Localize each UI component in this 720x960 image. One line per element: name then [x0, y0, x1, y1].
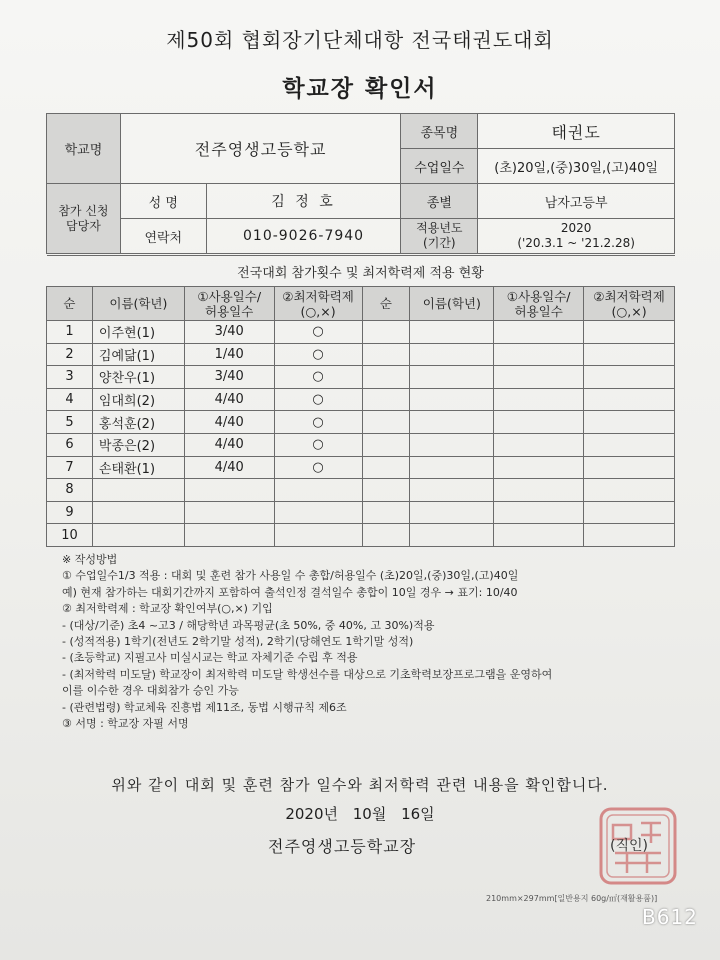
- note-line: ① 수업일수1/3 적용 : 대회 및 훈련 참가 사용일 수 총합/허용일수 (초)20일,(중)30일,(고)40일: [62, 569, 519, 583]
- col-name-right: 이름(학년): [410, 287, 494, 321]
- row-no: 3: [47, 366, 93, 389]
- note-line: ※ 작성방법: [62, 553, 118, 566]
- applicant-label: 참가 신청 담당자: [47, 184, 121, 254]
- row-days-right: [494, 524, 584, 547]
- row-days-right: [494, 433, 584, 456]
- row-name: 이주현(1): [92, 321, 184, 344]
- row-days-right: [494, 366, 584, 389]
- row-days: [184, 524, 274, 547]
- class-days-value: (초)20일,(중)30일,(고)40일: [478, 149, 675, 184]
- table-row: [47, 343, 675, 366]
- row-no-right: [362, 433, 410, 456]
- note-line: - (성적적용) 1학기(전년도 2학기말 성적), 2학기(당해연도 1학기말 성적): [62, 635, 414, 649]
- row-min-right: [584, 479, 675, 502]
- row-name: [92, 479, 184, 502]
- row-min: ○: [274, 411, 362, 434]
- row-no-right: [362, 343, 410, 366]
- row-min: ○: [274, 433, 362, 456]
- row-no-right: [362, 501, 410, 524]
- signer-name: 전주영생고등학교장: [268, 837, 417, 856]
- row-min: [274, 479, 362, 502]
- row-name-right: [410, 524, 494, 547]
- event-value: 태권도: [478, 114, 675, 149]
- row-no: 6: [47, 433, 93, 456]
- name-value: 김 정 호: [206, 184, 401, 219]
- table-row: [47, 411, 675, 434]
- row-min-right: [584, 388, 675, 411]
- row-days-right: [494, 501, 584, 524]
- row-name-right: [410, 456, 494, 479]
- row-min: ○: [274, 321, 362, 344]
- info-table: [46, 113, 675, 254]
- school-label: 학교명: [47, 114, 121, 184]
- row-days: 1/40: [184, 343, 274, 366]
- col-no-right: 순: [362, 287, 410, 321]
- row-days: [184, 501, 274, 524]
- category-value: 남자고등부: [478, 184, 675, 219]
- participation-caption: 전국대회 참가횟수 및 최저학력제 적용 현황: [47, 256, 675, 287]
- category-label: 종별: [401, 184, 478, 219]
- contact-value: 010-9026-7940: [206, 219, 401, 254]
- note-line: - (초등학교) 지필고사 미실시교는 학교 자체기준 수립 후 적용: [62, 651, 358, 665]
- col-no-left: 순: [47, 287, 93, 321]
- note-line: 이를 이수한 경우 대회참가 승인 가능: [62, 684, 239, 698]
- table-row: [47, 388, 675, 411]
- row-min: [274, 501, 362, 524]
- row-days: 3/40: [184, 321, 274, 344]
- notes-section: [62, 552, 682, 732]
- camera-watermark: B612: [642, 905, 698, 929]
- row-name-right: [410, 321, 494, 344]
- col-min-right: ②최저학력제 (○,×): [584, 287, 675, 321]
- row-name-right: [410, 343, 494, 366]
- note-line: ② 최저학력제 : 학교장 확인여부(○,×) 기입: [62, 602, 273, 616]
- row-no: 4: [47, 388, 93, 411]
- row-min-right: [584, 343, 675, 366]
- row-days-right: [494, 343, 584, 366]
- table-row: [47, 433, 675, 456]
- row-name: 박종은(2): [92, 433, 184, 456]
- row-days-right: [494, 321, 584, 344]
- row-name-right: [410, 366, 494, 389]
- row-name: [92, 524, 184, 547]
- row-days: 4/40: [184, 388, 274, 411]
- row-no: 2: [47, 343, 93, 366]
- document-subtitle: 학교장 확인서: [282, 76, 438, 102]
- row-name-right: [410, 501, 494, 524]
- note-line: 예) 현재 참가하는 대회기간까지 포함하여 출석인정 결석일수 총합이 10일 경우 → 표기: 10/40: [62, 585, 518, 599]
- col-days-right: ①사용일수/ 허용일수: [494, 287, 584, 321]
- note-line: - (대상/기준) 초4 ~고3 / 해당학년 과목평균(초 50%, 중 40%, 고 30%)적용: [62, 618, 435, 632]
- row-name-right: [410, 411, 494, 434]
- table-row: [47, 366, 675, 389]
- row-name: 김예닮(1): [92, 343, 184, 366]
- row-no-right: [362, 388, 410, 411]
- row-min: ○: [274, 456, 362, 479]
- row-no-right: [362, 411, 410, 434]
- class-days-label: 수업일수: [401, 149, 478, 184]
- row-no: 7: [47, 456, 93, 479]
- event-label: 종목명: [401, 114, 478, 149]
- row-days-right: [494, 388, 584, 411]
- col-min-left: ②최저학력제 (○,×): [274, 287, 362, 321]
- row-min: ○: [274, 366, 362, 389]
- name-label: 성 명: [120, 184, 206, 219]
- school-name: 전주영생고등학교: [120, 114, 401, 184]
- note-line: ③ 서명 : 학교장 자필 서명: [62, 717, 189, 731]
- row-days-right: [494, 456, 584, 479]
- row-days: 4/40: [184, 411, 274, 434]
- document-title: 제50회 협회장기단체대항 전국태권도대회: [166, 28, 554, 52]
- table-row: [47, 456, 675, 479]
- row-min: ○: [274, 343, 362, 366]
- row-min-right: [584, 321, 675, 344]
- row-days: 4/40: [184, 433, 274, 456]
- col-name-left: 이름(학년): [92, 287, 184, 321]
- row-no: 5: [47, 411, 93, 434]
- row-no: 9: [47, 501, 93, 524]
- table-row: [47, 321, 675, 344]
- apply-year-label: 적용년도 (기간): [401, 219, 478, 254]
- paper-spec: 210mm×297mm[일반용지 60g/㎡(재활용품)]: [486, 894, 658, 903]
- row-no-right: [362, 479, 410, 502]
- seal-label: (직인): [610, 838, 648, 854]
- row-name-right: [410, 479, 494, 502]
- participation-table: [46, 255, 675, 547]
- row-days: [184, 479, 274, 502]
- row-name: 손태환(1): [92, 456, 184, 479]
- row-min: ○: [274, 388, 362, 411]
- row-name: 양찬우(1): [92, 366, 184, 389]
- contact-label: 연락처: [120, 219, 206, 254]
- row-no: 8: [47, 479, 93, 502]
- row-no-right: [362, 456, 410, 479]
- row-min: [274, 524, 362, 547]
- row-name: 임대희(2): [92, 388, 184, 411]
- row-min-right: [584, 456, 675, 479]
- row-no-right: [362, 366, 410, 389]
- note-line: - (관련법령) 학교체육 진흥법 제11조, 동법 시행규칙 제6조: [62, 700, 347, 714]
- note-line: - (최저학력 미도달) 학교장이 최저학력 미도달 학생선수를 대상으로 기초학력보장프로그램을 운영하여: [62, 667, 553, 681]
- row-name: 홍석훈(2): [92, 411, 184, 434]
- table-row: [47, 524, 675, 547]
- table-row: [47, 479, 675, 502]
- row-days-right: [494, 479, 584, 502]
- row-min-right: [584, 366, 675, 389]
- row-name: [92, 501, 184, 524]
- col-days-left: ①사용일수/ 허용일수: [184, 287, 274, 321]
- row-no-right: [362, 524, 410, 547]
- confirm-statement: 위와 같이 대회 및 훈련 참가 일수와 최저학력 관련 내용을 확인합니다.: [111, 776, 609, 794]
- row-days: 4/40: [184, 456, 274, 479]
- row-min-right: [584, 524, 675, 547]
- row-days: 3/40: [184, 366, 274, 389]
- apply-year-value: 2020 ('20.3.1 ~ '21.2.28): [478, 219, 675, 254]
- row-min-right: [584, 411, 675, 434]
- row-name-right: [410, 388, 494, 411]
- row-no: 10: [47, 524, 93, 547]
- row-no-right: [362, 321, 410, 344]
- row-min-right: [584, 501, 675, 524]
- row-days-right: [494, 411, 584, 434]
- row-min-right: [584, 433, 675, 456]
- issue-date: 2020년 10월 16일: [285, 805, 435, 823]
- row-name-right: [410, 433, 494, 456]
- row-no: 1: [47, 321, 93, 344]
- table-row: [47, 501, 675, 524]
